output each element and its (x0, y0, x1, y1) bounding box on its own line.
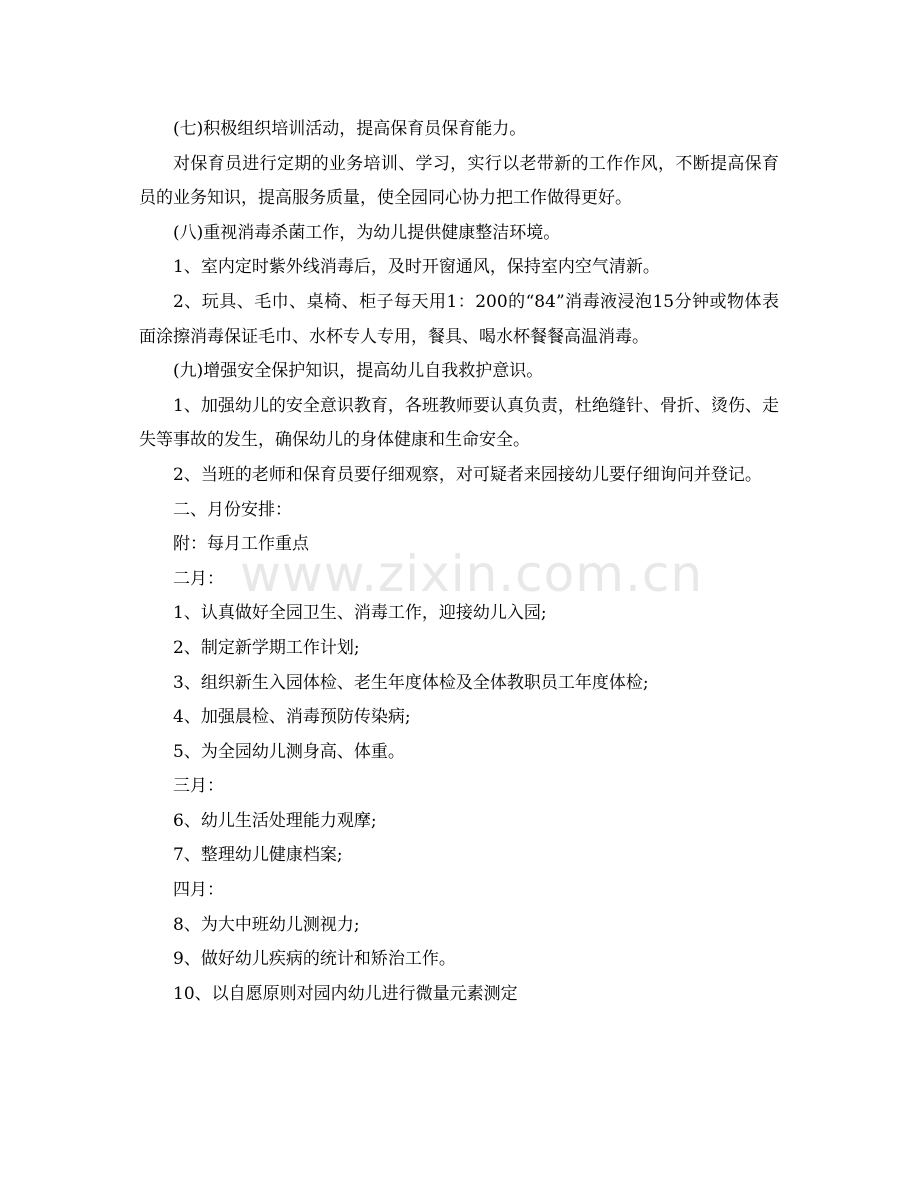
appendix-heading: 附：每月工作重点 (173, 534, 309, 555)
list-item: 1、加强幼儿的安全意识教育，各班教师要认真负责，杜绝缝针、骨折、烫伤、走失等事故的发生，确保幼儿的身体健康和生命安全。 (139, 395, 779, 451)
list-item: 6、幼儿生活处理能力观摩; (173, 810, 377, 831)
month-heading-april: 四月： (173, 880, 224, 901)
list-item: 2、玩具、毛巾、桌椅、柜子每天用1：200的“84”消毒液浸泡15分钟或物体表面涂擦消毒保证毛巾、水杯专人专用，餐具、喝水杯餐餐高温消毒。 (139, 291, 779, 347)
list-item: 5、为全园幼儿测身高、体重。 (173, 741, 405, 762)
watermark: www.zixin.com.cn (240, 545, 704, 603)
list-item: 8、为大中班幼儿测视力; (173, 914, 360, 935)
list-item: 1、室内定时紫外线消毒后，及时开窗通风，保持室内空气清新。 (173, 257, 660, 278)
section-heading-9: (九)增强安全保护知识，提高幼儿自我救护意识。 (173, 361, 544, 382)
paragraph-training: 对保育员进行定期的业务培训、学习，实行以老带新的工作作风，不断提高保育员的业务知识，提高服务质量，使全园同心协力把工作做得更好。 (139, 153, 779, 209)
list-item: 7、整理幼儿健康档案; (173, 845, 343, 866)
list-item: 1、认真做好全园卫生、消毒工作，迎接幼儿入园; (173, 603, 547, 624)
section-heading-7: (七)积极组织培训活动，提高保育员保育能力。 (173, 119, 527, 139)
list-item: 10、以自愿原则对园内幼儿进行微量元素测定 (173, 983, 518, 1004)
list-item: 9、做好幼儿疾病的统计和矫治工作。 (173, 949, 456, 970)
list-item: 2、当班的老师和保育员要仔细观察，对可疑者来园接幼儿要仔细询问并登记。 (173, 464, 762, 485)
list-item: 3、组织新生入园体检、老生年度体检及全体教职员工年度体检; (173, 672, 649, 693)
month-heading-february: 二月： (173, 568, 224, 589)
list-item: 2、制定新学期工作计划; (173, 637, 360, 658)
section-heading-8: (八)重视消毒杀菌工作，为幼儿提供健康整洁环境。 (173, 222, 561, 243)
section-heading-monthly: 二、月份安排： (173, 499, 292, 520)
month-heading-march: 三月： (173, 776, 224, 797)
list-item: 4、加强晨检、消毒预防传染病; (173, 707, 411, 728)
document-body (139, 112, 779, 1011)
